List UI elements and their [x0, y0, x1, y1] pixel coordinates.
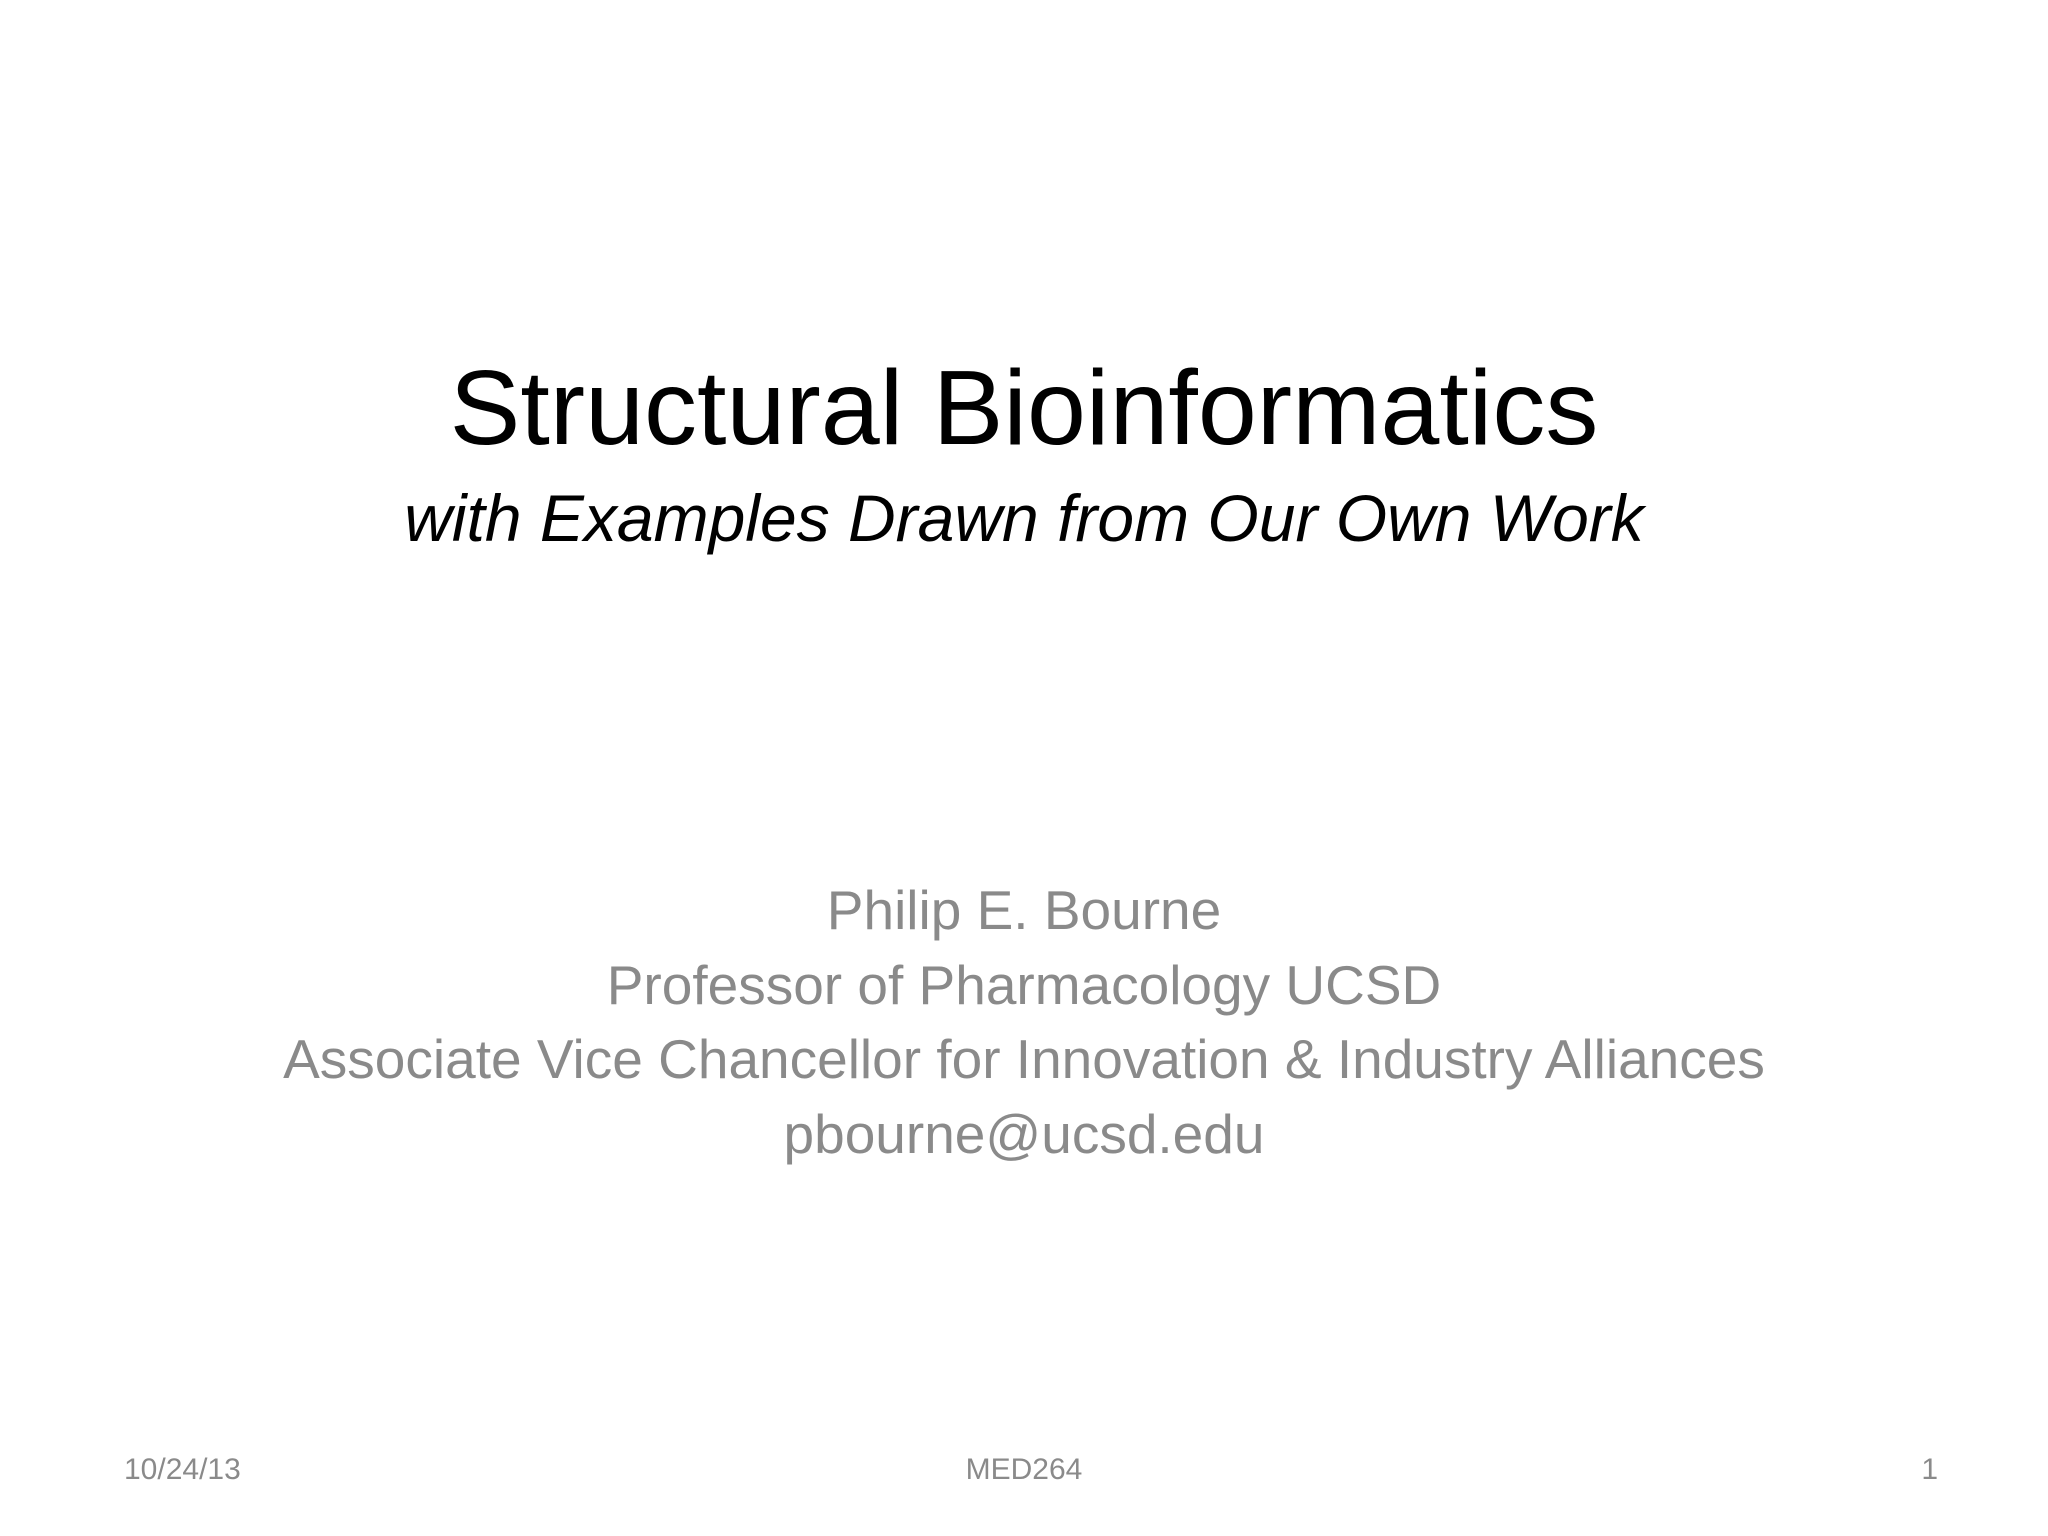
- footer-page-number: 1: [1921, 1453, 1938, 1486]
- footer-date: 10/24/13: [124, 1453, 241, 1486]
- author-position-2: Associate Vice Chancellor for Innovation & Industry Alliances: [283, 1028, 1765, 1090]
- author-name: Philip E. Bourne: [826, 879, 1222, 941]
- slide-subtitle: with Examples Drawn from Our Own Work: [404, 480, 1644, 555]
- author-block: [240, 880, 1808, 1164]
- slide-title: Structural Bioinformatics: [449, 349, 1599, 467]
- title-block: [140, 350, 1908, 558]
- footer-course: MED264: [965, 1453, 1083, 1486]
- author-email: pbourne@ucsd.edu: [783, 1102, 1265, 1165]
- author-position-1: Professor of Pharmacology UCSD: [606, 953, 1442, 1016]
